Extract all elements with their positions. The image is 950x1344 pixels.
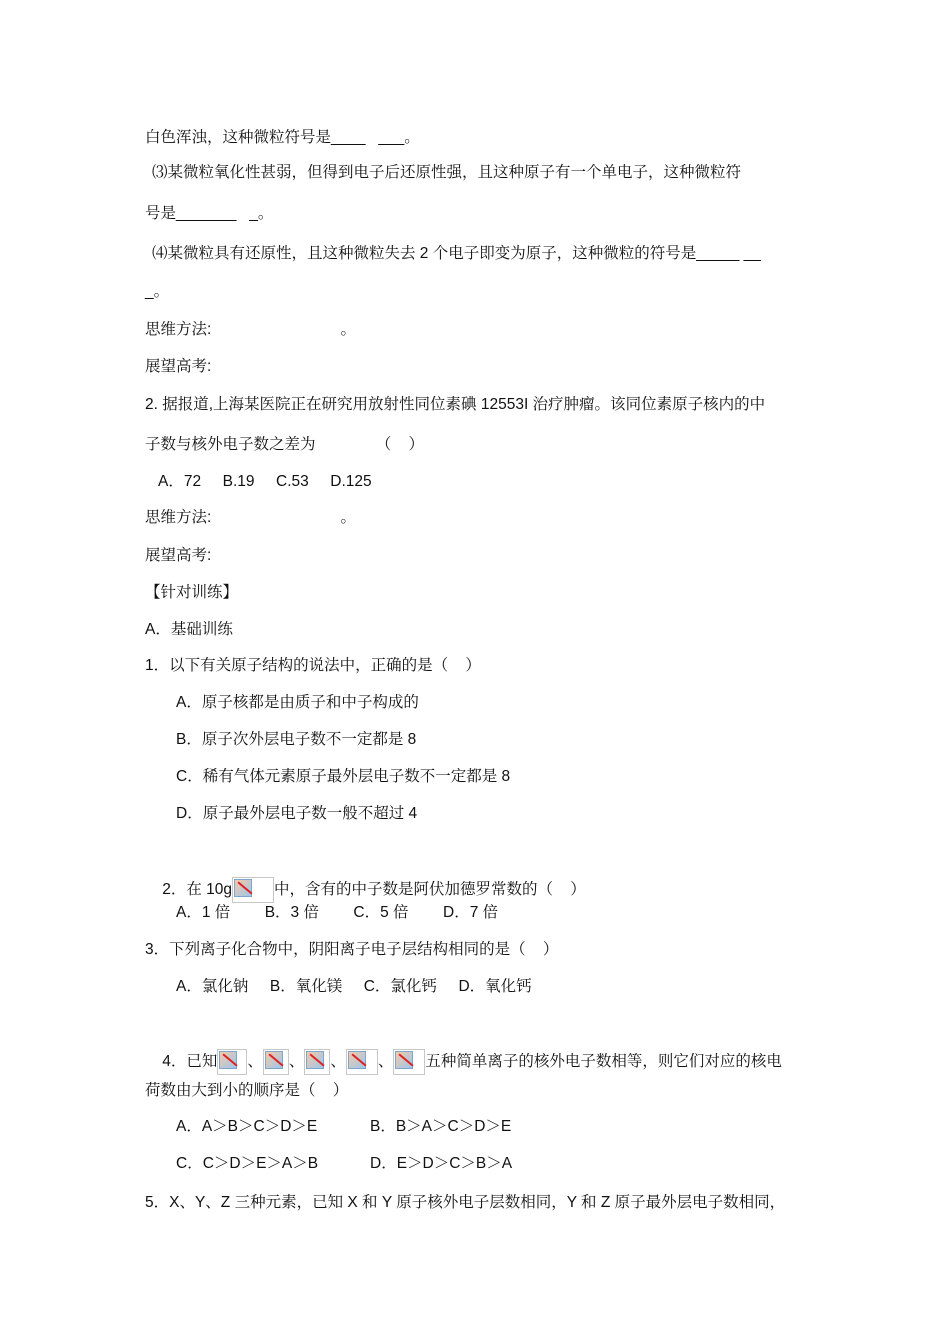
separator: 、 xyxy=(330,1053,346,1070)
separator: 、 xyxy=(377,1053,394,1070)
option-d: D．原子最外层电子数一般不超过 4 xyxy=(176,805,418,822)
text-line: ⑷某微粒具有还原性，且这种微粒失去 2 个电子即变为原子，这种微粒的符号是_____ __ xyxy=(152,245,761,262)
question-text: 中，含有的中子数是阿伏加德罗常数的（ ） xyxy=(274,881,586,898)
text-line: ⑶某微粒氧化性甚弱，但得到电子后还原性强，且这种原子有一个单电子，这种微粒符 xyxy=(152,164,742,181)
section-heading: 【针对训练】 xyxy=(145,584,239,601)
broken-image-icon xyxy=(217,1049,247,1075)
broken-image-icon xyxy=(232,877,274,903)
outlook-label: 展望高考: xyxy=(145,358,212,375)
broken-image-icon xyxy=(304,1049,330,1075)
subsection-heading: A．基础训练 xyxy=(145,621,233,638)
question-2-text: 子数与核外电子数之差为 （ ） xyxy=(145,436,425,453)
text-line: 号是_______ _。 xyxy=(145,205,274,222)
question-2-options: A．1 倍 B．3 倍 C．5 倍 D．7 倍 xyxy=(176,904,499,921)
broken-image-icon xyxy=(263,1049,289,1075)
thinking-method-label: 思维方法: 。 xyxy=(145,509,356,526)
training-question-1: 1．以下有关原子结构的说法中，正确的是（ ） xyxy=(145,657,481,674)
option-d: D．E＞D＞C＞B＞A xyxy=(370,1155,513,1172)
separator: 、 xyxy=(288,1053,305,1070)
training-question-3: 3．下列离子化合物中，阴阳离子电子层结构相同的是（ ） xyxy=(145,941,559,958)
training-question-5: 5．X、Y、Z 三种元素，已知 X 和 Y 原子核外电子层数相同，Y 和 Z 原子最外层电子数相同， xyxy=(145,1194,786,1211)
question-2-text: 2. 据报道,上海某医院正在研究用放射性同位素碘 12553I 治疗肿瘤。该同位素原子核内的中 xyxy=(145,396,766,413)
option-c: C．C＞D＞E＞A＞B xyxy=(176,1155,319,1172)
text-line: 白色浑浊，这种微粒符号是____ ___。 xyxy=(145,129,420,146)
option-b: B．原子次外层电子数不一定都是 8 xyxy=(176,731,417,748)
broken-image-icon xyxy=(393,1049,425,1075)
separator: 、 xyxy=(247,1053,263,1070)
text-line: _。 xyxy=(145,283,170,300)
question-text: 2．在 10g xyxy=(162,881,233,898)
option-b: B．B＞A＞C＞D＞E xyxy=(370,1118,512,1135)
training-question-4: 荷数由大到小的顺序是（ ） xyxy=(145,1082,349,1099)
outlook-label: 展望高考: xyxy=(145,547,212,564)
option-a: A．A＞B＞C＞D＞E xyxy=(176,1118,318,1135)
question-text: 4．已知 xyxy=(162,1053,218,1070)
question-2-options: A．72 B.19 C.53 D.125 xyxy=(158,473,372,490)
question-text: 五种简单离子的核外电子数相等，则它们对应的核电 xyxy=(425,1053,782,1070)
option-c: C．稀有气体元素原子最外层电子数不一定都是 8 xyxy=(176,768,511,785)
question-3-options: A．氯化钠 B．氧化镁 C．氯化钙 D．氧化钙 xyxy=(176,978,532,995)
broken-image-icon xyxy=(346,1049,378,1075)
option-a: A．原子核都是由质子和中子构成的 xyxy=(176,694,419,711)
thinking-method-label: 思维方法: 。 xyxy=(145,321,356,338)
